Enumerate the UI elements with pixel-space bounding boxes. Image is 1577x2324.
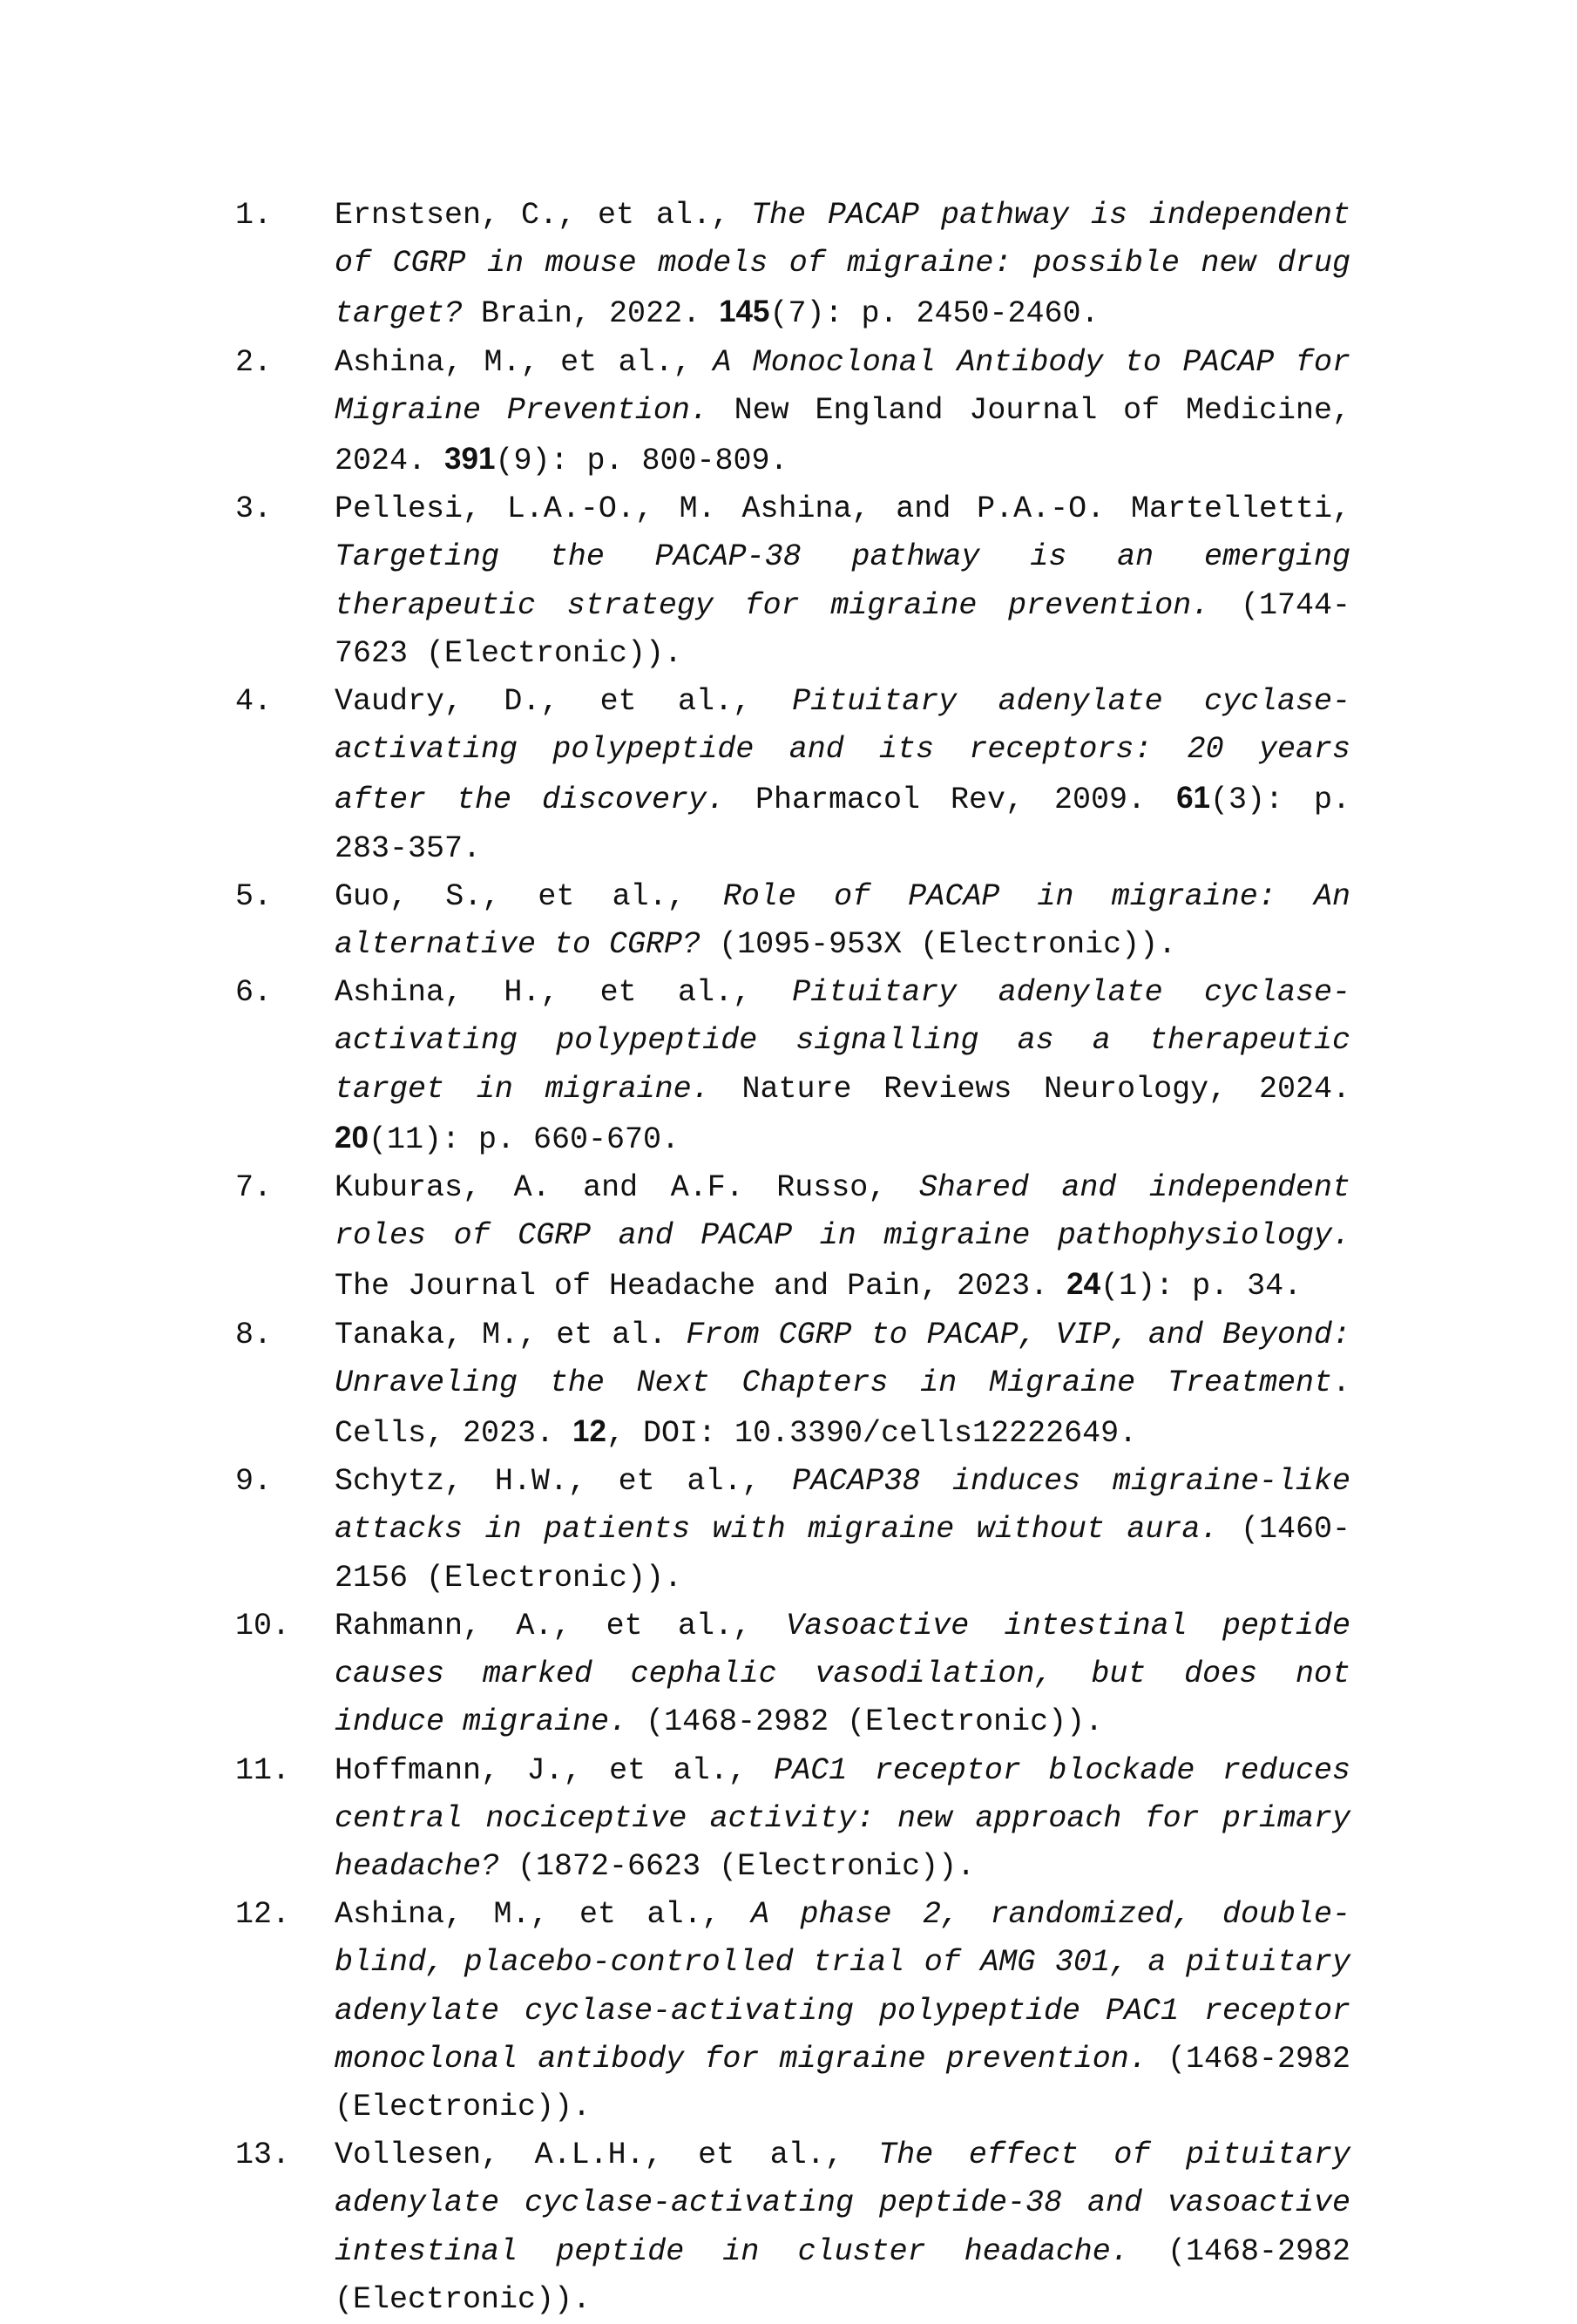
reference-title: A phase 2, randomized, double-blind, placebo-controlled trial of AMG 301, a pituitary adenylate cyclase-activating polypeptide PAC1 receptor monoclonal antibody for migraine prevention. — [335, 1897, 1350, 2077]
reference-authors: Ashina, H., et al., — [335, 975, 793, 1011]
reference-number: 11. — [235, 1752, 291, 1788]
reference-title: PACAP38 induces migraine-like attacks in patients with migraine without aura. — [335, 1464, 1351, 1548]
reference-number: 2. — [235, 344, 273, 380]
reference-authors: Ashina, M., et al., — [335, 344, 714, 380]
reference-doi: , DOI: 10.3390/cells12222649. — [606, 1416, 1138, 1452]
reference-title: Pituitary adenylate cyclase-activating polypeptide and its receptors: 20 years after the discovery. — [335, 684, 1350, 818]
reference-volume: 145 — [719, 295, 770, 329]
reference-item-4 — [235, 678, 1350, 873]
reference-number: 12. — [235, 1897, 291, 1933]
reference-title: From CGRP to PACAP, VIP, and Beyond: Unraveling the Next Chapters in Migraine Treatment — [335, 1317, 1350, 1400]
reference-number: 10. — [235, 1608, 291, 1643]
reference-item-11 — [235, 1747, 1350, 1892]
reference-volume: 20 — [335, 1120, 369, 1155]
reference-pages: (11): p. 660-670. — [368, 1121, 680, 1157]
reference-source: New England Journal of Medicine, 2024. — [335, 392, 1350, 479]
reference-authors: Ashina, M., et al., — [335, 1897, 751, 1933]
reference-authors: Tanaka, M., et al. — [335, 1317, 687, 1352]
reference-title: The PACAP pathway is independent of CGRP in mouse models of migraine: possible new drug target? — [335, 198, 1350, 332]
reference-item-12 — [235, 1891, 1350, 2131]
reference-title: Role of PACAP in migraine: An alternative to CGRP? — [335, 878, 1350, 963]
reference-source: Brain, 2022. — [463, 296, 720, 332]
reference-pages: (3): p. 283-357. — [335, 783, 1351, 866]
reference-authors: Guo, S., et al., — [335, 878, 723, 914]
reference-source: (1744-7623 (Electronic)). — [335, 587, 1351, 671]
reference-source: (1468-2982 (Electronic)). — [627, 1704, 1104, 1740]
reference-authors: Kuburas, A. and A.F. Russo, — [335, 1170, 919, 1206]
reference-item-1 — [235, 192, 1350, 339]
reference-item-5 — [235, 873, 1350, 969]
reference-source: Nature Reviews Neurology, 2024. — [709, 1071, 1350, 1107]
reference-title: Targeting the PACAP-38 pathway is an emerging therapeutic strategy for migraine prevention. — [335, 539, 1350, 623]
reference-pages: (7): p. 2450-2460. — [769, 296, 1100, 332]
reference-item-6 — [235, 969, 1350, 1164]
reference-number: 3. — [235, 491, 273, 527]
reference-title: PAC1 receptor blockade reduces central nociceptive activity: new approach for primary headache? — [335, 1752, 1351, 1884]
reference-source: Pharmacol Rev, 2009. — [725, 783, 1177, 818]
reference-title: The effect of pituitary adenylate cyclase-activating peptide-38 and vasoactive intestinal peptide in cluster headache. — [335, 2138, 1350, 2269]
reference-authors: Vollesen, A.L.H., et al., — [335, 2138, 879, 2173]
reference-source: (1872-6623 (Electronic)). — [499, 1848, 976, 1884]
reference-title: Pituitary adenylate cyclase-activating polypeptide signalling as a therapeutic target in migraine. — [335, 975, 1350, 1107]
reference-item-8 — [235, 1311, 1350, 1459]
reference-title: A Monoclonal Antibody to PACAP for Migraine Prevention. — [335, 344, 1350, 428]
reference-authors: Hoffmann, J., et al., — [335, 1752, 775, 1788]
reference-authors: Rahmann, A., et al., — [335, 1608, 787, 1643]
reference-list — [235, 192, 1350, 2324]
reference-volume: 24 — [1066, 1267, 1101, 1302]
reference-number: 13. — [235, 2138, 291, 2173]
reference-volume: 391 — [444, 442, 496, 477]
reference-number: 6. — [235, 975, 273, 1011]
reference-volume: 61 — [1176, 781, 1210, 816]
reference-item-10 — [235, 1602, 1350, 1747]
reference-number: 8. — [235, 1317, 273, 1352]
reference-authors: Vaudry, D., et al., — [335, 684, 793, 720]
reference-source: (1460-2156 (Electronic)). — [335, 1512, 1350, 1596]
reference-title: Vasoactive intestinal peptide causes marked cephalic vasodilation, but does not induce migraine. — [335, 1608, 1350, 1740]
reference-number: 7. — [235, 1170, 273, 1206]
reference-pages: (9): p. 800-809. — [495, 444, 788, 479]
reference-item-2 — [235, 339, 1350, 486]
reference-item-3 — [235, 485, 1350, 678]
reference-source: (1095-953X (Electronic)). — [701, 927, 1177, 963]
reference-number: 9. — [235, 1464, 273, 1500]
reference-authors: Ernstsen, C., et al., — [335, 198, 751, 233]
reference-number: 4. — [235, 684, 273, 720]
reference-volume: 12 — [572, 1414, 606, 1449]
reference-item-9 — [235, 1458, 1350, 1602]
reference-authors: Pellesi, L.A.-O., M. Ashina, and P.A.-O. Martelletti, — [335, 491, 1350, 527]
reference-source: (1468-2982 (Electronic)). — [335, 2233, 1350, 2317]
reference-pages: (1): p. 34. — [1100, 1269, 1303, 1304]
reference-number: 5. — [235, 878, 273, 914]
reference-source: (1468-2982 (Electronic)). — [335, 2041, 1350, 2124]
reference-source: . Cells, 2023. — [335, 1365, 1350, 1452]
reference-authors: Schytz, H.W., et al., — [335, 1464, 793, 1500]
reference-source: The Journal of Headache and Pain, 2023. — [335, 1269, 1067, 1304]
reference-title: Shared and independent roles of CGRP and PACAP in migraine pathophysiology. — [335, 1170, 1350, 1254]
reference-item-13 — [235, 2131, 1350, 2324]
reference-number: 1. — [235, 198, 273, 233]
reference-item-7 — [235, 1164, 1350, 1311]
